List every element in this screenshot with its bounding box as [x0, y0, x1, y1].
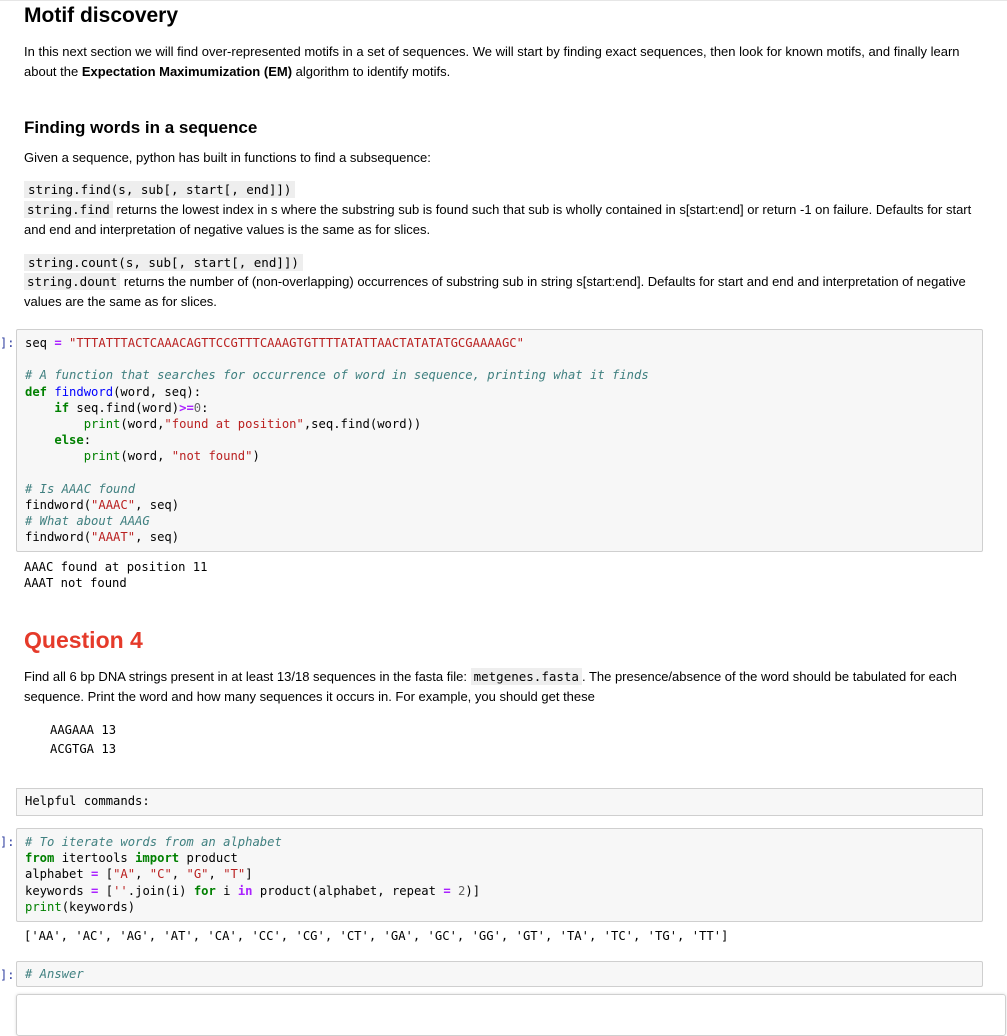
code-content: # Answer	[25, 967, 84, 981]
intro-paragraph: In this next section we will find over-represented motifs in a set of sequences. We will start by finding exact sequences, then look for known motifs, and finally learn about the Expectation Maximumization (EM) algorithm to identify motifs.	[24, 44, 960, 79]
section-heading-finding-words: Finding words in a sequence	[24, 118, 258, 137]
top-divider	[0, 0, 1007, 1]
page-title: Motif discovery	[24, 4, 179, 27]
cell-prompt: ]:	[0, 336, 15, 350]
cell-prompt: ]:	[0, 968, 15, 982]
question-text: Find all 6 bp DNA strings present in at least 13/18 sequences in the fasta file: metgenes.fasta . The presence/absence of the word should be tabulated for each sequence. Print the word and how many sequences it occurs in. For example, you should get these	[24, 669, 957, 704]
code-cell-itertools[interactable]	[16, 828, 983, 922]
cell-output-findword	[24, 559, 207, 591]
code-content: # To iterate words from an alphabet from itertools import product alphabet = ["A", "C", "G", "T"] keywords = [''.join(i) for i in product(alphabet, repeat = 2)] print(keywords)	[25, 835, 481, 914]
find-signature: string.find(s, sub[, start[, end]])	[24, 181, 295, 198]
example-output	[50, 721, 116, 759]
output-line: AAAT not found	[24, 576, 127, 591]
code-content: seq = "TTTATTTACTCAAACAGTTCCGTTTCAAAGTGTTTTATATTAACTATATATGCGAAAAGC" # A function that searches for occurrence of word in sequence, printing what it finds def findword(word, seq): if seq.find(word)>=0: print(word,"found at position",seq.find(word)) else: print(word, "not found") # Is AAAC found findword("AAAC", seq) # What about AAAG findword("AAAT", seq)	[25, 336, 649, 545]
output-line: AAAC found at position 11	[24, 560, 208, 574]
next-markdown-cell[interactable]	[16, 994, 1006, 1036]
code-cell-findword[interactable]	[16, 329, 983, 552]
cell-prompt: ]:	[0, 835, 15, 849]
cell-output-keywords	[24, 928, 728, 944]
section-description: Given a sequence, python has built in functions to find a subsequence:	[24, 150, 431, 165]
count-signature: string.count(s, sub[, start[, end]])	[24, 254, 303, 271]
example-line: AAGAAA 13	[50, 723, 117, 737]
example-line: ACGTGA 13	[50, 742, 117, 756]
output-line: ['AA', 'AC', 'AG', 'AT', 'CA', 'CC', 'CG', 'CT', 'GA', 'GC', 'GG', 'GT', 'TA', 'TC', 'TG', 'TT']	[24, 929, 729, 943]
find-description: string.find returns the lowest index in s where the substring sub is found such that sub is wholly contained in s[start:end] or return -1 on failure. Defaults for start and end and interpretation of negative values is the same as for slices.	[24, 202, 972, 237]
code-cell-answer[interactable]	[16, 961, 983, 987]
question-heading: Question 4	[24, 627, 143, 653]
count-description: string.dount returns the number of (non-overlapping) occurrences of substring sub in string s[start:end]. Defaults for start and end and interpretation of negative values are the same as for slices.	[24, 274, 966, 309]
helpful-commands-block: Helpful commands:	[16, 788, 983, 816]
